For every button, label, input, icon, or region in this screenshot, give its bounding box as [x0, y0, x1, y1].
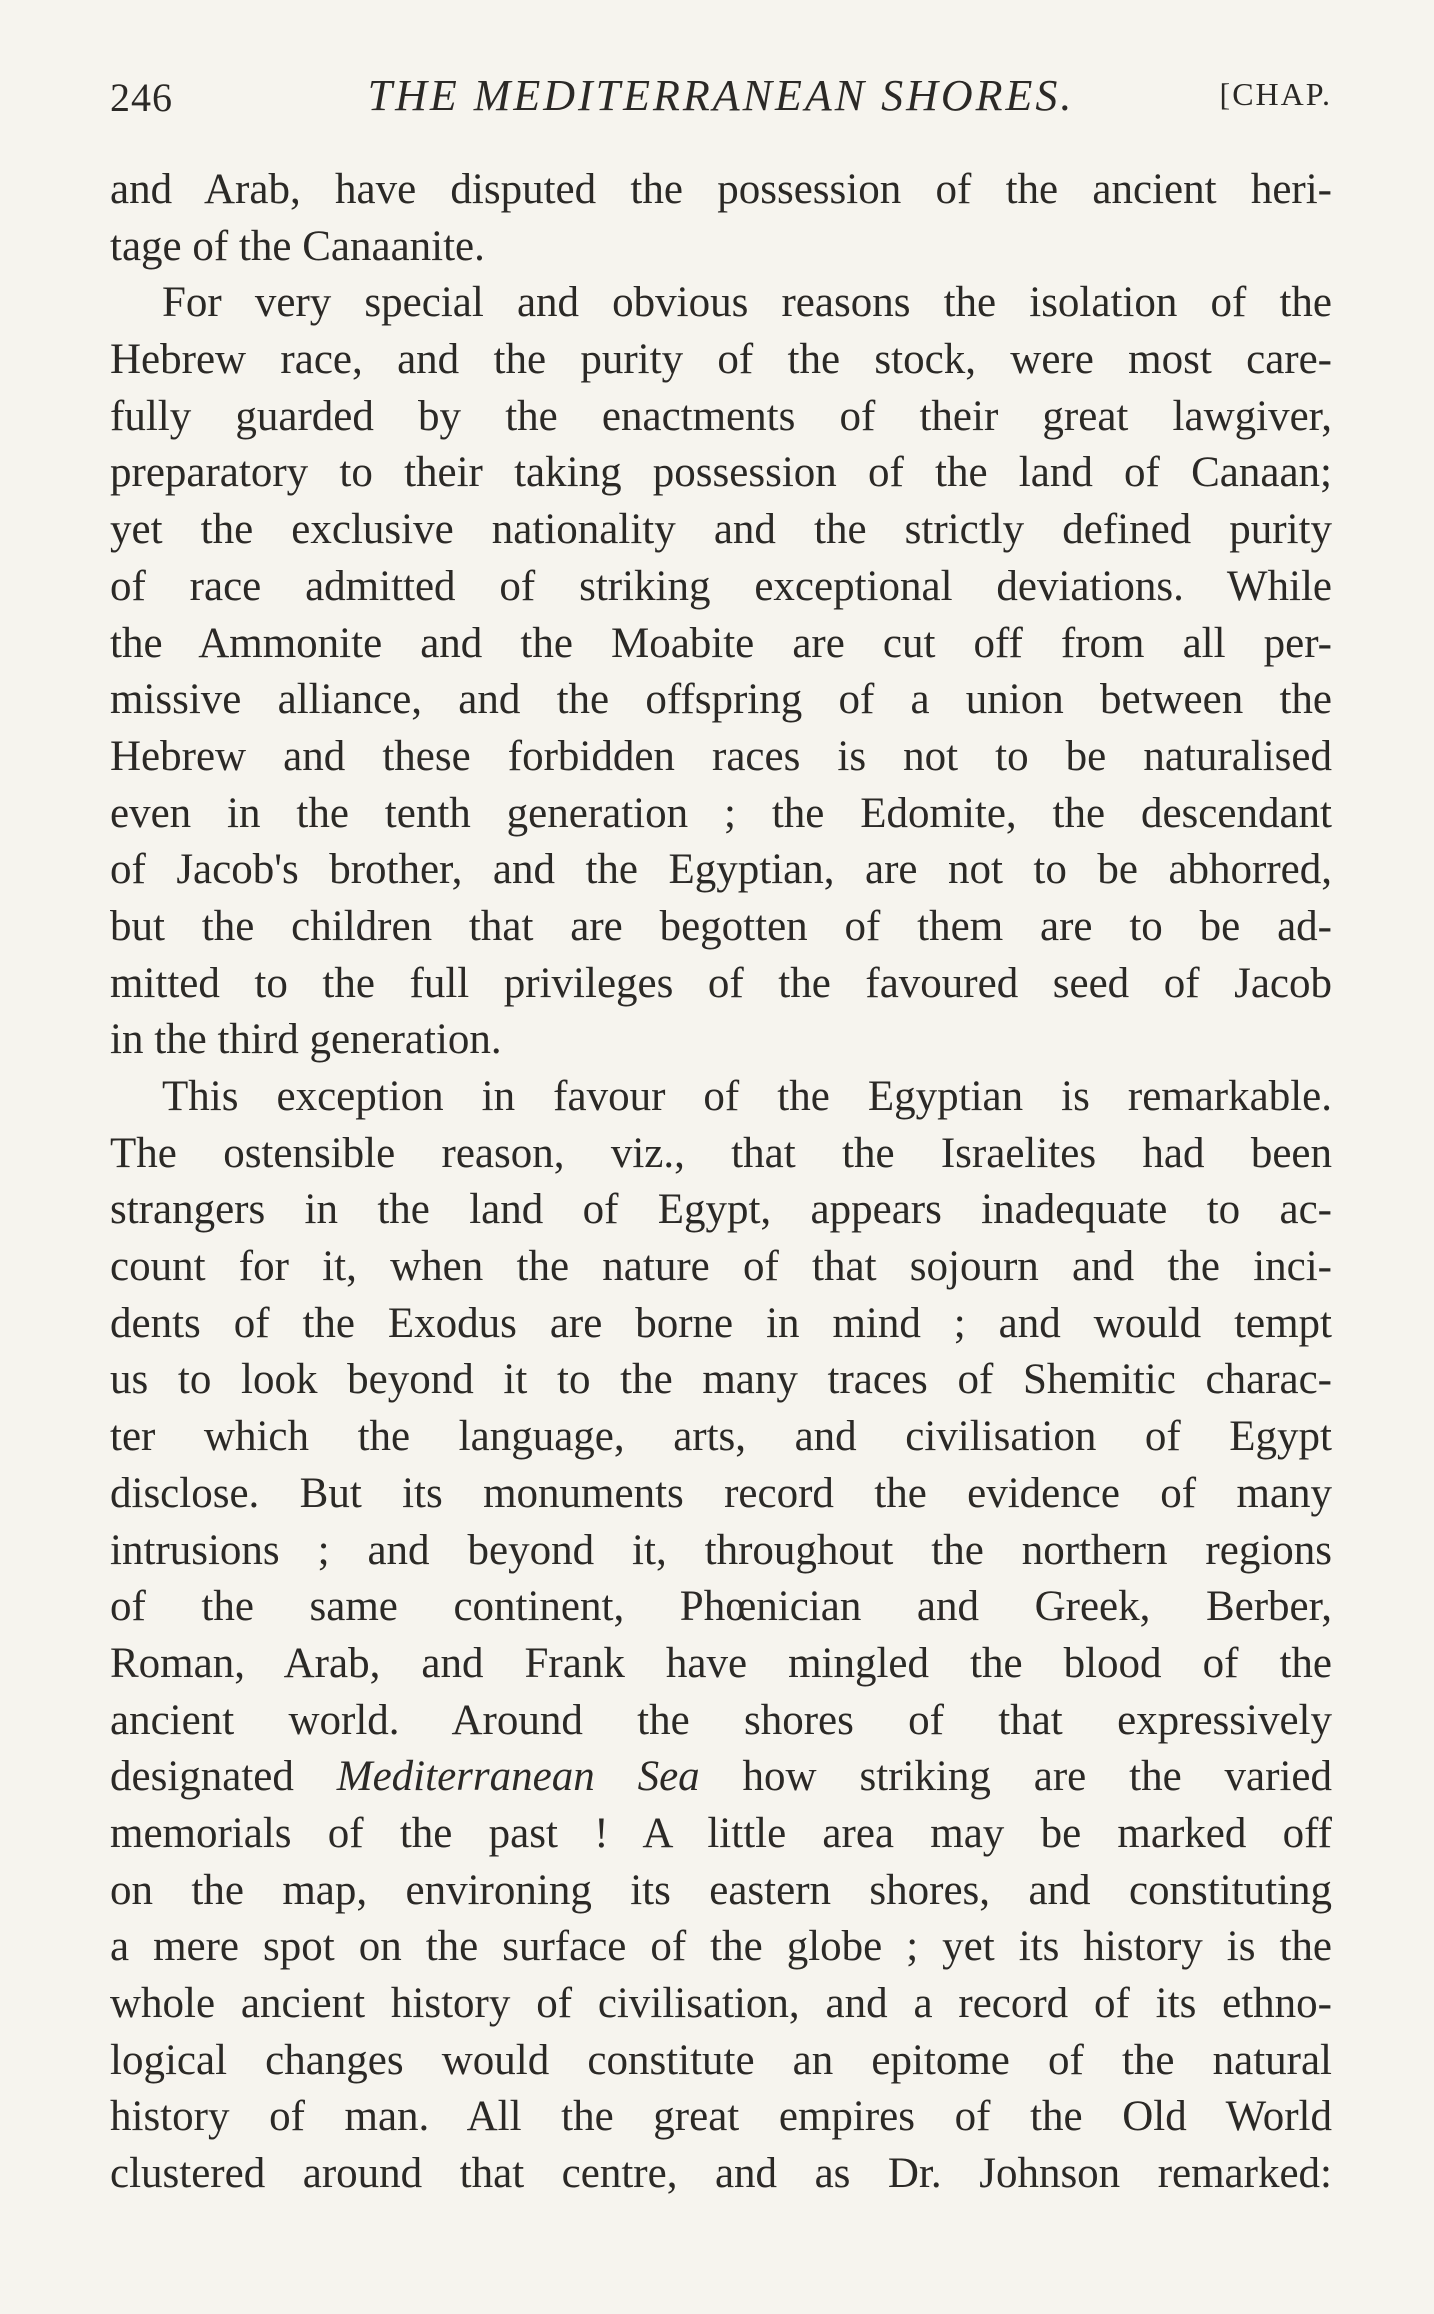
text-line: in the third generation.	[110, 1016, 502, 1064]
text-line: Hebrew race, and the purity of the stock, were most care-	[110, 336, 1332, 384]
text-line: For very special and obvious reasons the isolation of the	[162, 279, 1332, 327]
text-line: even in the tenth generation ; the Edomite, the descendant	[110, 789, 1332, 837]
text-line: the Ammonite and the Moabite are cut off from all per-	[110, 619, 1332, 667]
text-line: Hebrew and these forbidden races is not to be naturalised	[110, 732, 1332, 780]
text-line: preparatory to their taking possession of the land of Canaan;	[110, 449, 1332, 497]
text-line: clustered around that centre, and as Dr. Johnson remarked:	[110, 2150, 1332, 2198]
text-line: missive alliance, and the offspring of a union between the	[110, 676, 1332, 724]
chapter-mark: [CHAP.	[1219, 76, 1332, 112]
page-header	[110, 70, 1332, 130]
text-line: Roman, Arab, and Frank have mingled the blood of the	[110, 1639, 1332, 1687]
text-line: whole ancient history of civilisation, and a record of its ethno-	[110, 1980, 1332, 2027]
text-line: of race admitted of striking exceptional deviations. While	[110, 562, 1332, 610]
text-line: of the same continent, Phœnician and Greek, Berber,	[110, 1583, 1332, 1631]
text-line: logical changes would constitute an epitome of the natural	[110, 2036, 1332, 2084]
text-line: on the map, environing its eastern shores, and constituting	[110, 1866, 1332, 1914]
text-segment: designated	[110, 1753, 337, 1801]
text-line: but the children that are begotten of them are to be ad-	[110, 902, 1332, 950]
body-text	[110, 162, 1332, 2203]
text-line: dents of the Exodus are borne in mind ; and would tempt	[110, 1299, 1332, 1347]
text-line: This exception in favour of the Egyptian is remarkable.	[162, 1073, 1332, 1120]
text-line-with-italic	[110, 1749, 1332, 1806]
text-line: count for it, when the nature of that sojourn and the inci-	[110, 1243, 1332, 1291]
text-line: The ostensible reason, viz., that the Israelites had been	[110, 1129, 1332, 1177]
text-segment: how striking are the varied	[699, 1753, 1332, 1801]
text-line: strangers in the land of Egypt, appears inadequate to ac-	[110, 1186, 1332, 1234]
text-line: ancient world. Around the shores of that expressively	[110, 1696, 1332, 1744]
text-line: ter which the language, arts, and civilisation of Egypt	[110, 1413, 1332, 1461]
running-title: THE MEDITERRANEAN SHORES.	[367, 71, 1075, 120]
text-line: a mere spot on the surface of the globe ; yet its history is the	[110, 1923, 1332, 1971]
text-line: and Arab, have disputed the possession of the ancient heri-	[110, 166, 1332, 213]
text-line: yet the exclusive nationality and the strictly defined purity	[110, 506, 1332, 554]
text-line: memorials of the past ! A little area may be marked off	[110, 1809, 1332, 1857]
text-line: tage of the Canaanite.	[110, 222, 485, 270]
text-line: intrusions ; and beyond it, throughout the northern regions	[110, 1526, 1332, 1574]
text-line: mitted to the full privileges of the favoured seed of Jacob	[110, 959, 1332, 1007]
text-line: us to look beyond it to the many traces of Shemitic charac-	[110, 1356, 1332, 1404]
page-number: 246	[110, 75, 173, 120]
text-line: disclose. But its monuments record the evidence of many	[110, 1469, 1332, 1517]
italic-phrase: Mediterranean Sea	[336, 1753, 700, 1801]
text-line: of Jacob's brother, and the Egyptian, are not to be abhorred,	[110, 846, 1332, 894]
text-line: history of man. All the great empires of the Old World	[110, 2093, 1332, 2141]
text-line: fully guarded by the enactments of their great lawgiver,	[110, 392, 1332, 440]
